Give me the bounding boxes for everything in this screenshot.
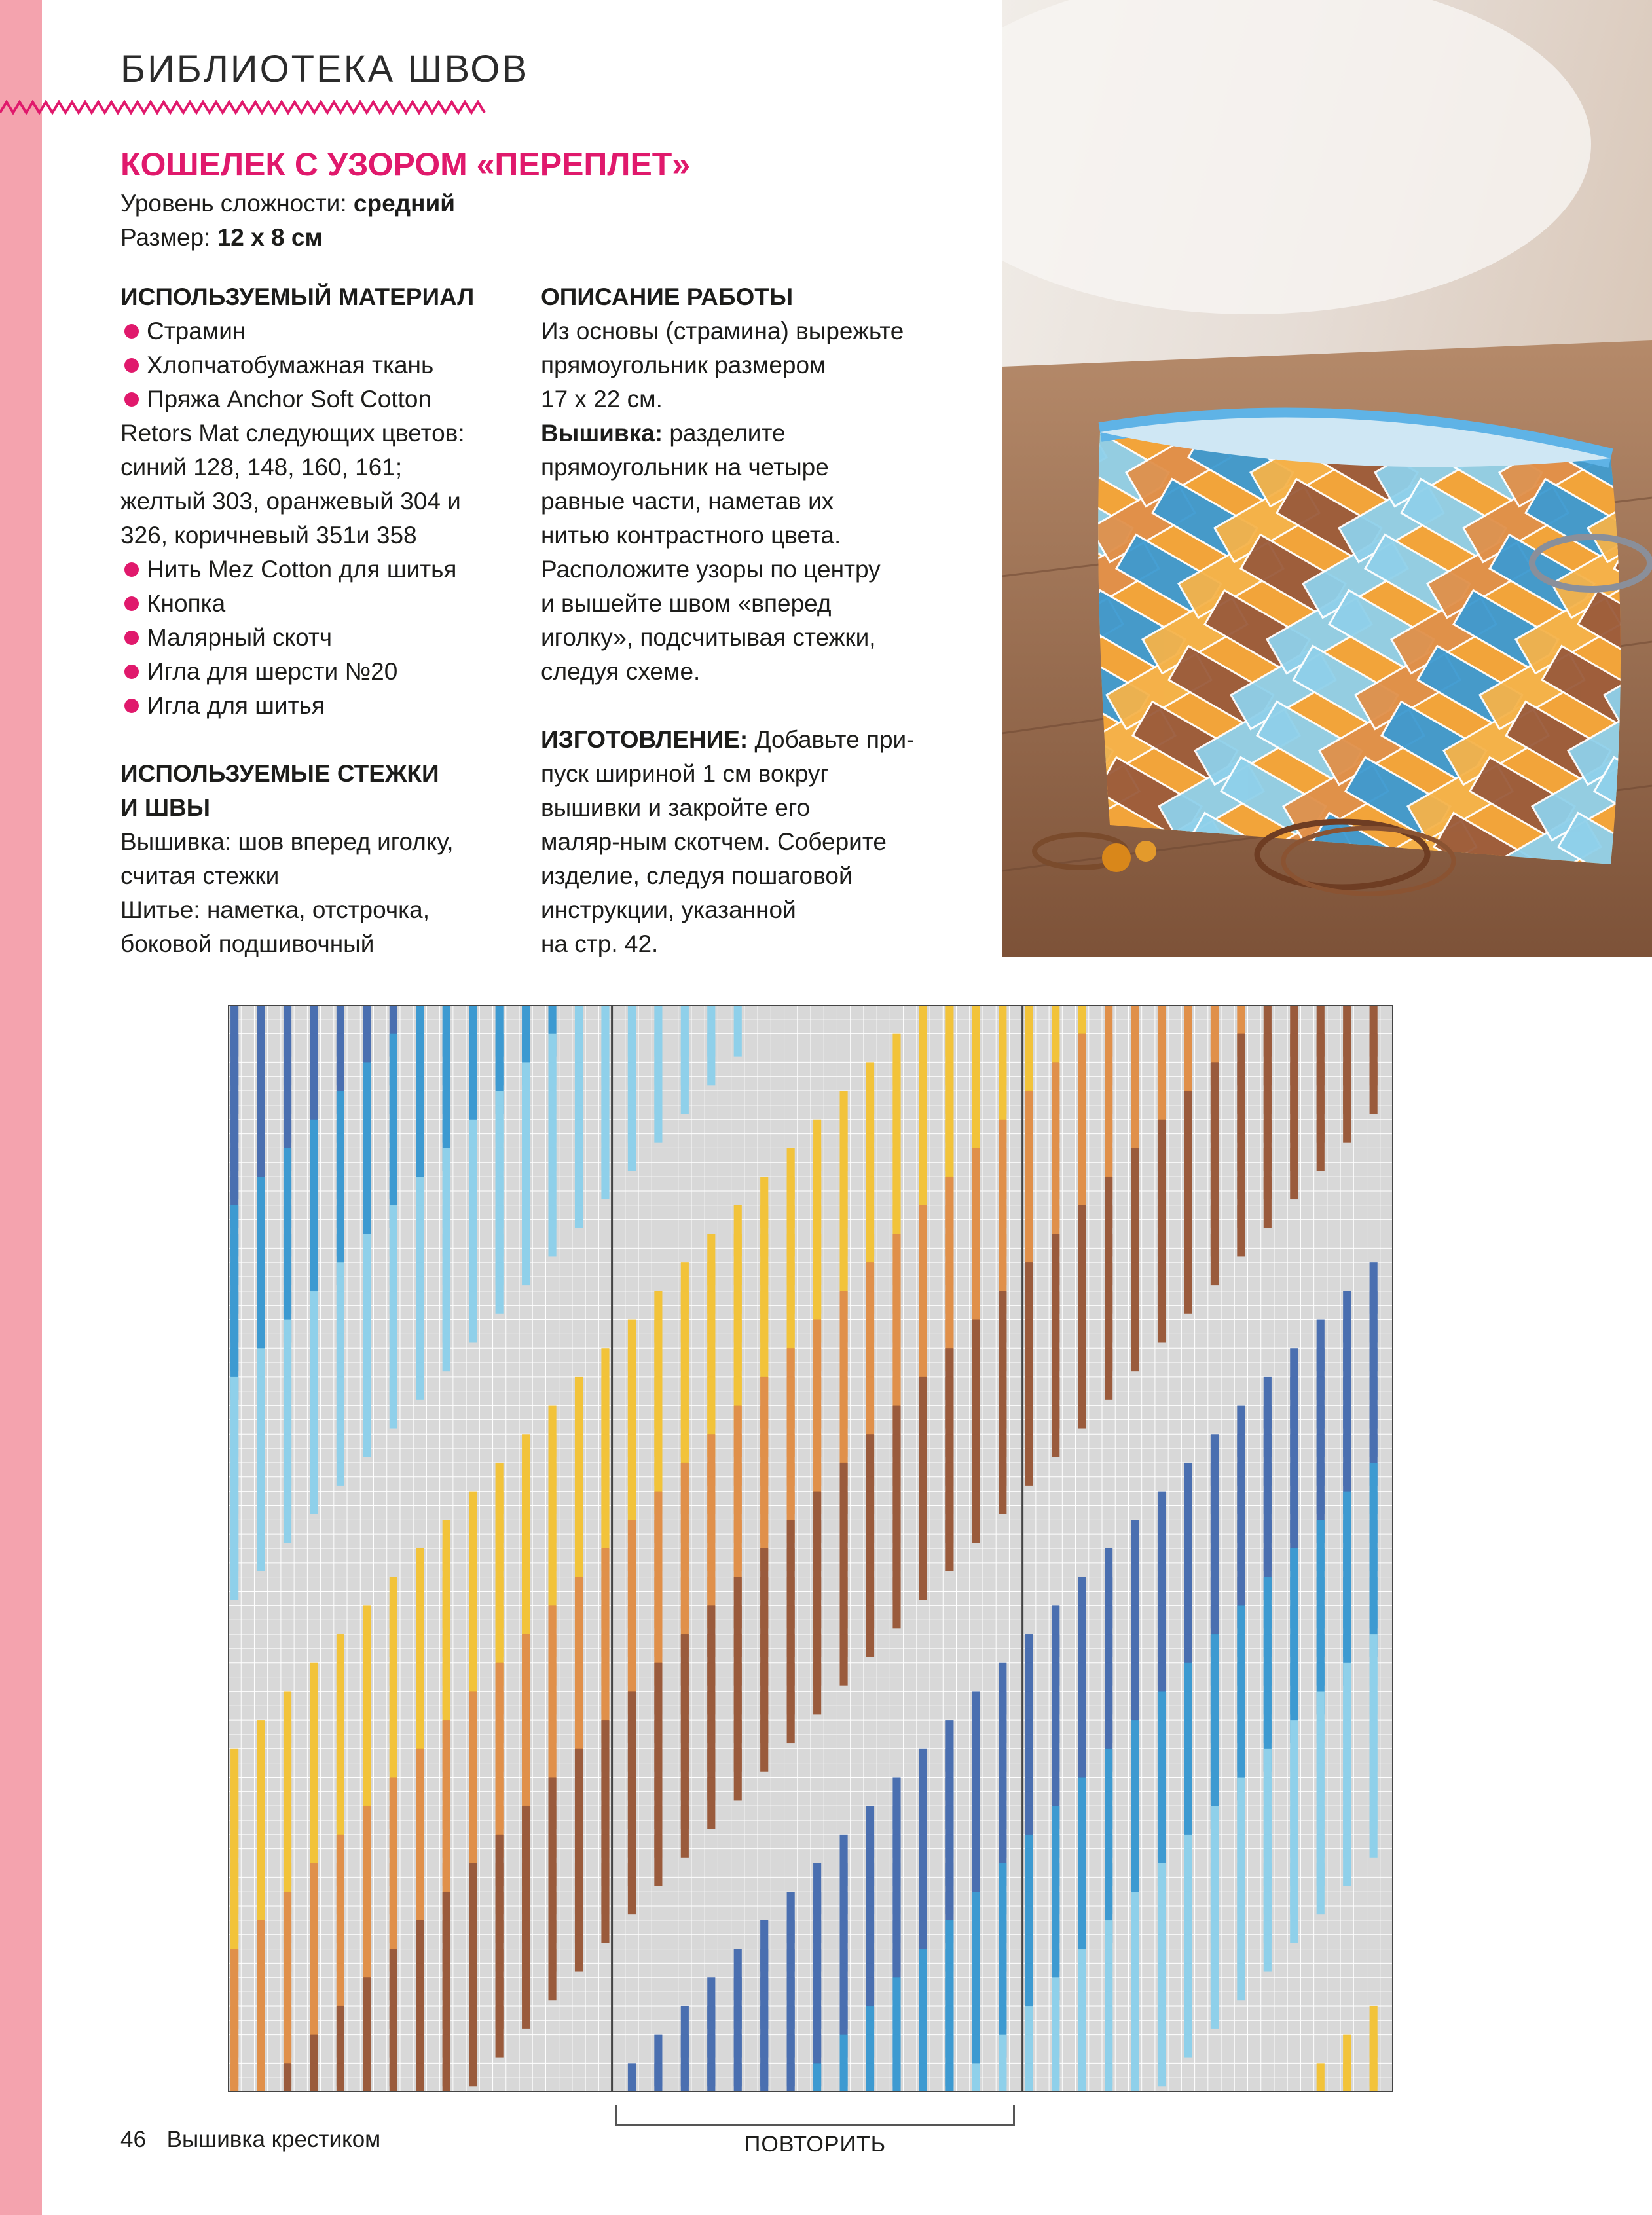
yarn-colors-line: Retors Mat следующих цветов: — [120, 420, 465, 447]
yarn-colors-line: желтый 303, оранжевый 304 и — [120, 488, 461, 515]
making-text: Добавьте при- — [748, 726, 915, 753]
material-item: Игла для шитья — [120, 689, 526, 723]
zigzag-divider — [0, 98, 488, 117]
stitches-heading: ИСПОЛЬЗУЕМЫЕ СТЕЖКИ — [120, 760, 439, 787]
description-line: 17 х 22 см. — [541, 386, 663, 412]
embroidery-paragraph — [541, 416, 986, 450]
embroidery-line: следуя схеме. — [541, 658, 701, 685]
yarn-colors-line: 326, коричневый 351и 358 — [120, 522, 417, 549]
repeat-bracket — [615, 2105, 1015, 2126]
embroidery-label: Вышивка: — [541, 420, 663, 447]
embroidery-line: прямоугольник на четыре — [541, 454, 829, 481]
difficulty-line — [120, 190, 455, 217]
material-item: Нить Mez Cotton для шитья — [120, 553, 526, 587]
purse-photo — [1002, 0, 1652, 957]
side-color-strip — [0, 0, 42, 2215]
embroidery-text: разделите — [663, 420, 786, 447]
material-item: Хлопчатобумажная ткань — [120, 348, 526, 382]
description-column — [541, 280, 986, 961]
stitches-line: боковой подшивочный — [120, 930, 375, 957]
making-line: изделие, следуя пошаговой — [541, 862, 853, 889]
material-item: Игла для шерсти №20 — [120, 655, 526, 689]
material-item: Пряжа Anchor Soft Cotton — [120, 382, 526, 416]
repeat-label: ПОВТОРИТЬ — [744, 2132, 887, 2157]
materials-column — [120, 280, 526, 961]
making-line: пуск шириной 1 см вокруг — [541, 760, 829, 787]
page-number: 46 — [120, 2127, 146, 2152]
material-item: Малярный скотч — [120, 621, 526, 655]
material-item: Страмин — [120, 314, 526, 348]
making-label: ИЗГОТОВЛЕНИЕ: — [541, 726, 748, 753]
making-paragraph — [541, 723, 986, 757]
description-heading: ОПИСАНИЕ РАБОТЫ — [541, 284, 794, 310]
page-footer — [120, 2127, 380, 2153]
description-line: Из основы (страмина) вырежьте — [541, 318, 904, 344]
embroidery-line: иголку», подсчитывая стежки, — [541, 624, 876, 651]
making-line: маляр-ным скотчем. Соберите — [541, 828, 887, 855]
making-line: вышивки и закройте его — [541, 794, 811, 821]
difficulty-label: Уровень сложности: — [120, 190, 347, 217]
material-item: Кнопка — [120, 587, 526, 621]
difficulty-value: средний — [353, 190, 456, 217]
materials-heading: ИСПОЛЬЗУЕМЫЙ МАТЕРИАЛ — [120, 284, 475, 310]
stitches-line: считая стежки — [120, 862, 280, 889]
size-label: Размер: — [120, 224, 211, 251]
stitches-line: Вышивка: шов вперед иголку, — [120, 828, 454, 855]
stitches-line: Шитье: наметка, отстрочка, — [120, 896, 430, 923]
size-line — [120, 224, 323, 251]
embroidery-line: и вышейте швом «вперед — [541, 590, 832, 617]
embroidery-chart — [228, 1005, 1393, 2092]
embroidery-line: нитью контрастного цвета. — [541, 522, 841, 549]
yarn-colors-line: синий 128, 148, 160, 161; — [120, 454, 403, 481]
magazine-name: Вышивка крестиком — [166, 2127, 381, 2152]
size-value: 12 х 8 см — [217, 224, 323, 251]
making-line: на стр. 42. — [541, 930, 659, 957]
embroidery-line: Расположите узоры по центру — [541, 556, 881, 583]
making-line: инструкции, указанной — [541, 896, 796, 923]
description-line: прямоугольник размером — [541, 352, 826, 378]
section-title: БИБЛИОТЕКА ШВОВ — [120, 48, 530, 90]
embroidery-line: равные части, наметав их — [541, 488, 834, 515]
article-title: КОШЕЛЕК С УЗОРОМ «ПЕРЕПЛЕТ» — [120, 146, 691, 183]
stitches-heading-line2: И ШВЫ — [120, 794, 210, 821]
